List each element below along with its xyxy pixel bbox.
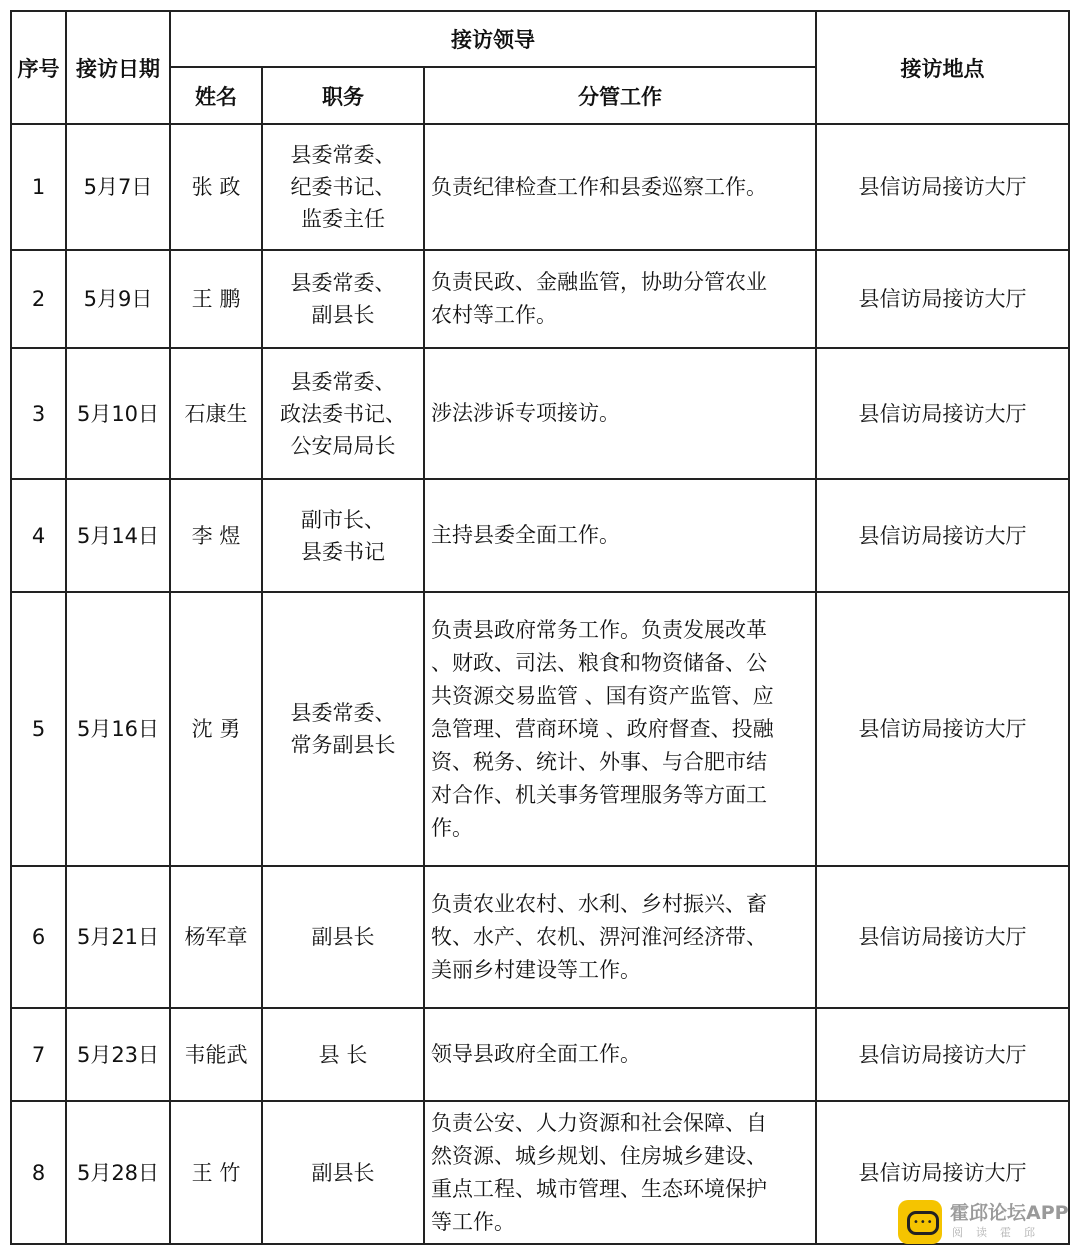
table-body bbox=[11, 124, 1069, 1244]
cell-date: 5月23日 bbox=[66, 1008, 170, 1101]
duty-line: 等工作。 bbox=[431, 1209, 515, 1234]
cell-position bbox=[262, 348, 424, 479]
cell-duty bbox=[424, 1101, 816, 1244]
duty-line: 美丽乡村建设等工作。 bbox=[431, 957, 641, 982]
position-line: 副县长 bbox=[311, 925, 375, 949]
duty-line: 急管理、营商环境 、政府督查、投融 bbox=[431, 716, 774, 741]
table-row bbox=[11, 866, 1069, 1008]
cell-position bbox=[262, 124, 424, 250]
table-row bbox=[11, 348, 1069, 479]
cell-date: 5月10日 bbox=[66, 348, 170, 479]
header-location: 接访地点 bbox=[816, 11, 1069, 124]
cell-duty bbox=[424, 250, 816, 348]
duty-line: 然资源、城乡规划、住房城乡建设、 bbox=[431, 1143, 767, 1168]
cell-name: 李 煜 bbox=[170, 479, 262, 592]
cell-seq: 5 bbox=[11, 592, 66, 866]
cell-date: 5月14日 bbox=[66, 479, 170, 592]
table-row bbox=[11, 1008, 1069, 1101]
cell-location: 县信访局接访大厅 bbox=[816, 348, 1069, 479]
cell-date: 5月28日 bbox=[66, 1101, 170, 1244]
cell-date: 5月21日 bbox=[66, 866, 170, 1008]
duty-line: 领导县政府全面工作。 bbox=[431, 1042, 641, 1066]
duty-line: 负责农业农村、水利、乡村振兴、畜 bbox=[431, 891, 767, 916]
duty-line: 负责纪律检查工作和县委巡察工作。 bbox=[431, 174, 767, 199]
duty-line: 牧、水产、农机、淠河淮河经济带、 bbox=[431, 924, 767, 949]
cell-date: 5月7日 bbox=[66, 124, 170, 250]
cell-duty bbox=[424, 866, 816, 1008]
cell-duty bbox=[424, 1008, 816, 1101]
position-line: 副县长 bbox=[311, 1160, 375, 1185]
cell-date: 5月9日 bbox=[66, 250, 170, 348]
cell-name: 沈 勇 bbox=[170, 592, 262, 866]
table-row bbox=[11, 250, 1069, 348]
cell-location: 县信访局接访大厅 bbox=[816, 1008, 1069, 1101]
reception-schedule-table bbox=[10, 10, 1070, 1245]
cell-name: 王 竹 bbox=[170, 1101, 262, 1244]
cell-location: 县信访局接访大厅 bbox=[816, 124, 1069, 250]
cell-seq: 8 bbox=[11, 1101, 66, 1244]
position-line: 县委常委、 bbox=[290, 271, 396, 295]
cell-position bbox=[262, 1101, 424, 1244]
cell-location: 县信访局接访大厅 bbox=[816, 250, 1069, 348]
duty-line: 涉法涉诉专项接访。 bbox=[431, 401, 620, 425]
duty-line: 负责县政府常务工作。负责发展改革 bbox=[431, 617, 767, 642]
duty-line: 对合作、机关事务管理服务等方面工 bbox=[431, 782, 767, 807]
cell-date: 5月16日 bbox=[66, 592, 170, 866]
position-line: 县 长 bbox=[318, 1042, 368, 1067]
cell-position bbox=[262, 479, 424, 592]
duty-line: 共资源交易监管 、国有资产监管、应 bbox=[431, 683, 774, 708]
cell-duty bbox=[424, 124, 816, 250]
position-line: 公安局局长 bbox=[290, 433, 396, 458]
cell-position bbox=[262, 250, 424, 348]
duty-line: 重点工程、城市管理、生态环境保护 bbox=[431, 1176, 767, 1201]
watermark bbox=[898, 1198, 1070, 1246]
watermark-subtitle: 阅读霍邱 bbox=[952, 1226, 1048, 1239]
cell-seq: 6 bbox=[11, 866, 66, 1008]
table-row bbox=[11, 479, 1069, 592]
position-line: 常务副县长 bbox=[290, 733, 396, 757]
table-row bbox=[11, 592, 1069, 866]
header-date: 接访日期 bbox=[66, 11, 170, 124]
position-line: 县委常委、 bbox=[290, 701, 396, 725]
duty-line: 农村等工作。 bbox=[431, 303, 557, 327]
header-name: 姓名 bbox=[170, 67, 262, 124]
header-position: 职务 bbox=[262, 67, 424, 124]
cell-duty bbox=[424, 348, 816, 479]
position-line: 县委常委、 bbox=[290, 143, 396, 167]
cell-position bbox=[262, 1008, 424, 1101]
header-row-top bbox=[11, 11, 1069, 67]
header-duty: 分管工作 bbox=[424, 67, 816, 124]
cell-seq: 1 bbox=[11, 124, 66, 250]
position-line: 副县长 bbox=[311, 303, 375, 327]
chat-bubble-logo-icon: ••• bbox=[898, 1200, 942, 1244]
cell-location: 县信访局接访大厅 bbox=[816, 479, 1069, 592]
cell-position bbox=[262, 592, 424, 866]
cell-name: 韦能武 bbox=[170, 1008, 262, 1101]
position-line: 纪委书记、 bbox=[290, 175, 396, 199]
cell-name: 杨军章 bbox=[170, 866, 262, 1008]
cell-location: 县信访局接访大厅 bbox=[816, 866, 1069, 1008]
cell-seq: 3 bbox=[11, 348, 66, 479]
cell-seq: 4 bbox=[11, 479, 66, 592]
cell-position bbox=[262, 866, 424, 1008]
watermark-title: 霍邱论坛APP bbox=[950, 1202, 1069, 1224]
cell-name: 王 鹏 bbox=[170, 250, 262, 348]
duty-line: 负责民政、金融监管，协助分管农业 bbox=[431, 270, 767, 294]
cell-location: 县信访局接访大厅 bbox=[816, 592, 1069, 866]
duty-line: 作。 bbox=[431, 815, 473, 840]
cell-duty bbox=[424, 479, 816, 592]
position-line: 政法委书记、 bbox=[280, 401, 406, 426]
cell-seq: 7 bbox=[11, 1008, 66, 1101]
header-leader-group: 接访领导 bbox=[170, 11, 816, 67]
cell-name: 张 政 bbox=[170, 124, 262, 250]
cell-location: 县信访局接访大厅 bbox=[816, 1101, 1069, 1244]
cell-seq: 2 bbox=[11, 250, 66, 348]
cell-duty bbox=[424, 592, 816, 866]
duty-line: 主持县委全面工作。 bbox=[431, 523, 620, 547]
position-line: 县委常委、 bbox=[290, 369, 396, 394]
position-line: 监委主任 bbox=[301, 207, 385, 231]
duty-line: 、财政、司法、粮食和物资储备、公 bbox=[431, 650, 767, 675]
table-row bbox=[11, 124, 1069, 250]
header-seq: 序号 bbox=[11, 11, 66, 124]
cell-name: 石康生 bbox=[170, 348, 262, 479]
position-line: 副市长、 bbox=[301, 507, 385, 532]
position-line: 县委书记 bbox=[301, 539, 385, 564]
duty-line: 资、税务、统计、外事、与合肥市结 bbox=[431, 749, 767, 774]
duty-line: 负责公安、人力资源和社会保障、自 bbox=[431, 1110, 767, 1135]
